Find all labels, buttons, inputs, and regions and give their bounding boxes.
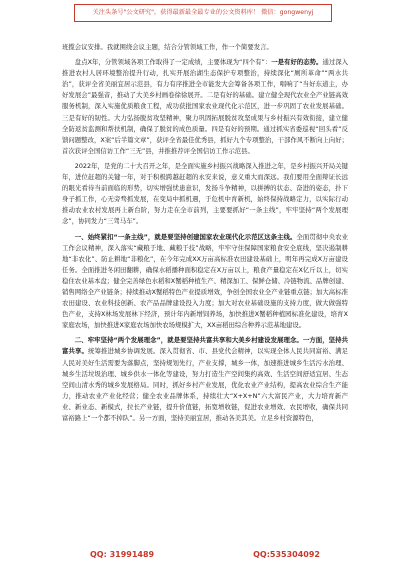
paragraph-text: 2022年，是党的二十大召开之年，是全面实施乡村振兴战略深入推进之年，是乡村振兴开局关键年，进位赶超的关键一年，对于积极跨越赶超的永安来说，意义重大而深远。我们要用全面辩证长远的眼光看待当前面临的形势，切实增强忧患意识，发扬斗争精神，以拼搏的状态、奋进的姿态，扑下身子抓工作，心无旁骛抓发展，在变局中抓机遇，于危机中育新机，始终保持战略定力，以实际行动推动农业农村发展再上新台阶，努力走在全市前列，主要要抓好“一条主线”，牢牢坚持“两个发展理念”，协同发力“三驾马车”。 bbox=[62, 161, 348, 226]
paragraph-outlook bbox=[62, 161, 348, 228]
document-body bbox=[62, 42, 348, 428]
paragraph-bold-lead: 一是有好的态势。 bbox=[271, 58, 323, 67]
footer-contacts bbox=[90, 547, 320, 561]
paragraph-achievements bbox=[62, 57, 348, 157]
section-heading-two: 二、牢牢坚持“两个发展理念”，就是要坚持共富共享和大美乡村建设发展理念。一方面，坚持共富共享。 bbox=[62, 336, 348, 356]
section-heading-one: 一、始终紧扣“一条主线”，就是要坚持创建国家农业现代化示范区这条主线。 bbox=[74, 232, 297, 241]
paragraph-rest: 通过深入推进农村人居环境整治提升行动，扎实开展治湖生态保护专项整治，持续深化“厕所革命”“两水共治”，获评全省美丽宜居示范县，有力有序推进全市能发大会筹备各项工作，唱响了“当好东道主，办好发展会”最强音，推动了大美乡村画卷徐徐展开。二是有好的基础。建立健全现代农业全产业链高效服务机制，深入实施优质粮食工程，成功获批国家农业现代化示范区，进一步巩固了农业发展基础。三是有好的韧性。大力弘扬脱贫攻坚精神，聚力巩固拓展脱贫攻坚成果与乡村振兴有效衔接，建立健全防返贫监测和帮扶机制，确保了脱贫的成色质量。四是有好的预期。通过抓实省委巡视“回头看”反馈问题整改，X案“后半篇文章”，获评全省最佳优秀县，抓好九个专项整治，干部作风不断向上向好；首次获评全国信访工作“三无”县，井推推荐评全国信访工作示范县。 bbox=[62, 58, 349, 155]
footer-qq-group: QQ:535304092 bbox=[253, 549, 320, 559]
footer-qq: QQ: 31991489 bbox=[90, 549, 155, 559]
paragraph-rest: 全面贯彻中央农业工作会议精神，深入落实“藏粮于地、藏粮于技”战略，牢牢守住保障国家粮食安全底线，坚决遏制耕地“非农化”、防止耕地“非粮化”，在今年完成XX万亩高标准农田建设基础上，明年再完成X万亩建设任务。全面推进冬闲田翻耕，确保水稻播种面积稳定在X万亩以上，粮食产量稳定在X亿斤以上，切实稳住农业基本盘；健全完善绿色水稻和X蟹稻种植生产、精深加工、保鲜仓储、冷链物流、品牌创建、销售网络全产业链条；持续推动X蟹稻特色产业提质增效，争创全国农业全产业链重点链；加大高标准农田建设、农业科技创新、农产品品牌建设投入力度；加大对农业基础设施的支持力度，做大做强特色产业，支持X林场发展林下经济，预计年内新增饲养场，加快推进X蟹稻种植园标准化建设，培育X家庭农场，加快推进X家庭农场加快农场规模扩大，XX亩稻田综合种养示范基地建设。 bbox=[62, 232, 348, 330]
paragraph-rest: 统筹推进城乡协调发展。深入贯彻省、市、县党代会精神，以实现全体人民共同富裕、满足人民对美好生活需要为落脚点，坚持规划先行，产业支撑，城乡一体，加速推进城乡生活污水治理、城乡生活垃圾治理、城乡供水一体化等建设，努力打造生产空间集约高效、生活空间舒适宜居、生态空间山清水秀的城乡发展格局。同时，抓好乡村产业发展，优化农业产业结构，提高农业综合生产能力，推动农业产业化经营；健全农业品牌体系，持续壮大“X+X+N”六大富民产业，大力培育新产业、新业态、新模式，拉长产业链，提升价值链，拓宽增收链，促进农业增效、农民增收，确保共同富裕路上“一个都不掉队”。另一方面，坚持美丽宜居，推动各美其美。立足乡村资源特色， bbox=[62, 347, 349, 422]
paragraph-intro bbox=[62, 42, 348, 53]
paragraph-section-two bbox=[62, 335, 348, 424]
paragraph-text: 班揽会议安排。我就围绕会议主题，结合分管领域工作，作一个简要发言。 bbox=[62, 43, 273, 51]
paragraph-text: 盘点X年，分管领域各项工作取得了一定成绩，主要体现为“四个有”： bbox=[74, 58, 272, 67]
paragraph-section-one bbox=[62, 232, 348, 332]
header-banner: 关注头条号"公文研究"，获得最新最全最专业的公文资料库！ 微信：gongwenyj bbox=[74, 4, 332, 22]
